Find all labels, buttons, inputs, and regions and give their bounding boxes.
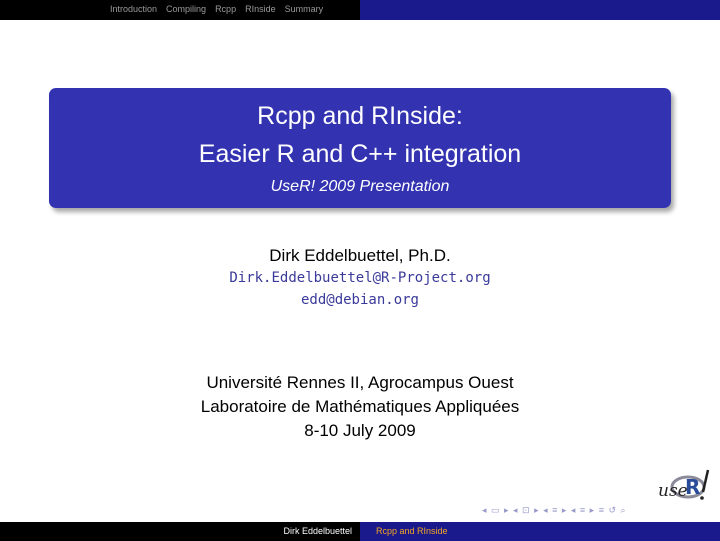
title-line-2: Easier R and C++ integration [198,140,522,168]
author-email-2[interactable]: edd@debian.org [300,292,419,308]
institute-line-1: Université Rennes II, Agrocampus Ouest [206,373,514,392]
header-bar-right [360,0,720,20]
logo-text-use: use [658,481,688,501]
nav-item-compiling[interactable]: Compiling [166,4,207,14]
date-line: 8-10 July 2009 [304,421,416,440]
nav-item-introduction[interactable]: Introduction [110,4,158,14]
footer-author: Dirk Eddelbuettel [283,526,352,536]
author-email-1[interactable]: Dirk.Eddelbuettel@R-Project.org [229,270,491,286]
section-nav [110,4,323,14]
logo-exclamation [703,470,708,492]
nav-item-rcpp[interactable]: Rcpp [215,4,237,14]
user-logo [650,466,716,504]
logo-text-r: R [685,475,701,499]
footer-right [360,522,720,541]
nav-item-summary[interactable]: Summary [284,4,324,14]
subtitle: UseR! 2009 Presentation [270,178,450,195]
title-box [49,88,671,208]
footer-title: Rcpp and RInside [376,526,448,536]
institute-line-2: Laboratoire de Mathématiques Appliquées [200,397,520,416]
beamer-navigation-icons[interactable]: ◂ ▭ ▸ ◂ ⊡ ▸ ◂ ≡ ▸ ◂ ≡ ▸ ≡ ↺ ⌕ [482,505,627,515]
title-line-1: Rcpp and RInside: [257,102,463,130]
footer-bar [0,522,720,541]
author-name: Dirk Eddelbuettel, Ph.D. [269,246,451,265]
logo-exclamation-dot [700,496,704,500]
nav-item-rinside[interactable]: RInside [245,4,276,14]
footer-left [0,522,360,541]
header-bar [0,0,720,20]
